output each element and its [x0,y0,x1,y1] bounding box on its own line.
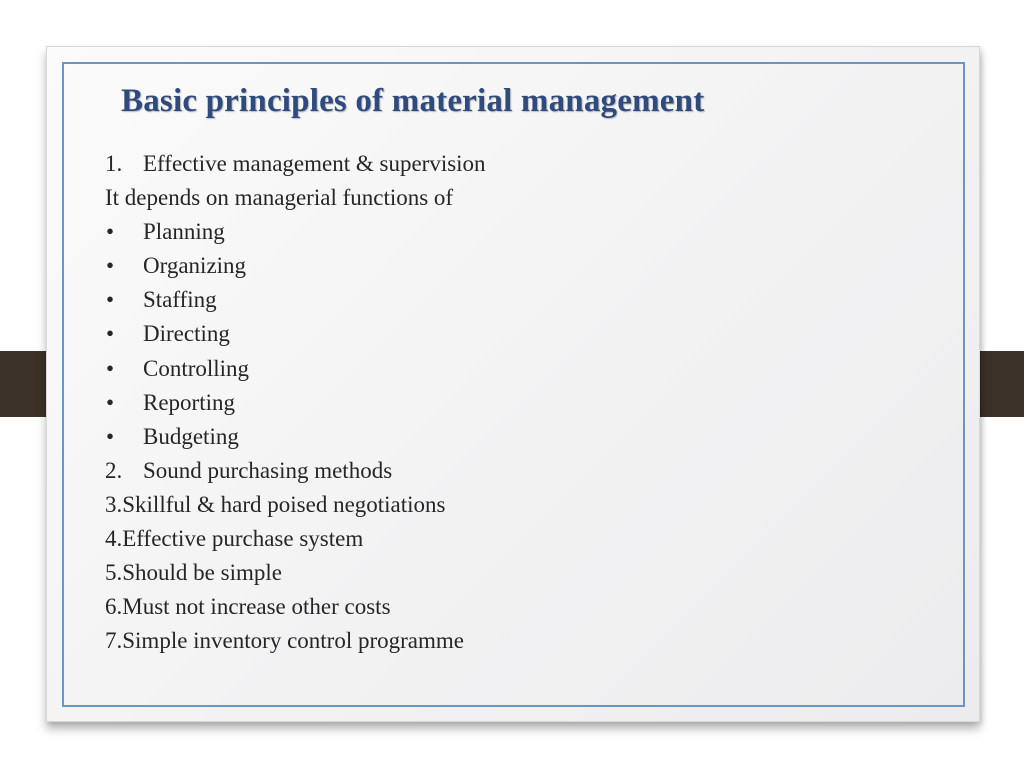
slide-card [46,46,980,722]
list-item-text: Staffing [143,287,217,313]
list-marker: 2. [105,457,123,483]
list-item-12 [105,522,486,556]
list-item-11 [105,488,486,522]
list-item-text: Controlling [143,355,250,381]
list-item-5 [105,283,486,317]
list-item-14 [105,590,486,624]
list-item-3 [105,215,486,249]
list-item-text: Sound purchasing methods [143,457,393,483]
content-list [105,147,486,658]
list-item-text: 7.Simple inventory control programme [105,628,464,654]
bullet-icon: • [106,219,115,245]
list-item-text: Effective management & supervision [143,151,486,176]
slide-title: Basic principles of material management [121,83,705,119]
list-item-text: 4.Effective purchase system [105,526,364,552]
list-item-7 [105,352,486,386]
list-item-text: Reporting [143,389,235,415]
list-item-text: 5.Should be simple [105,560,282,586]
bullet-icon: • [106,389,115,415]
list-item-6 [105,317,486,351]
bullet-icon: • [106,321,115,347]
list-item-2 [105,181,486,215]
list-item-15 [105,624,486,658]
bullet-icon: • [106,253,115,279]
list-item-8 [105,386,486,420]
list-item-text: It depends on managerial functions of [105,185,454,211]
list-item-13 [105,556,486,590]
list-item-text: 6.Must not increase other costs [105,594,391,620]
list-item-text: 3.Skillful & hard poised negotiations [105,491,446,517]
list-marker: 1. [105,151,123,176]
list-item-1 [105,147,486,181]
list-item-text: Organizing [143,253,247,279]
list-item-text: Budgeting [143,423,239,449]
list-item-text: Planning [143,219,225,245]
bullet-icon: • [106,287,115,313]
list-item-4 [105,249,486,283]
bullet-icon: • [106,423,115,449]
list-item-9 [105,420,486,454]
bullet-icon: • [106,355,115,381]
list-item-text: Directing [143,321,230,347]
list-item-10 [105,454,486,488]
